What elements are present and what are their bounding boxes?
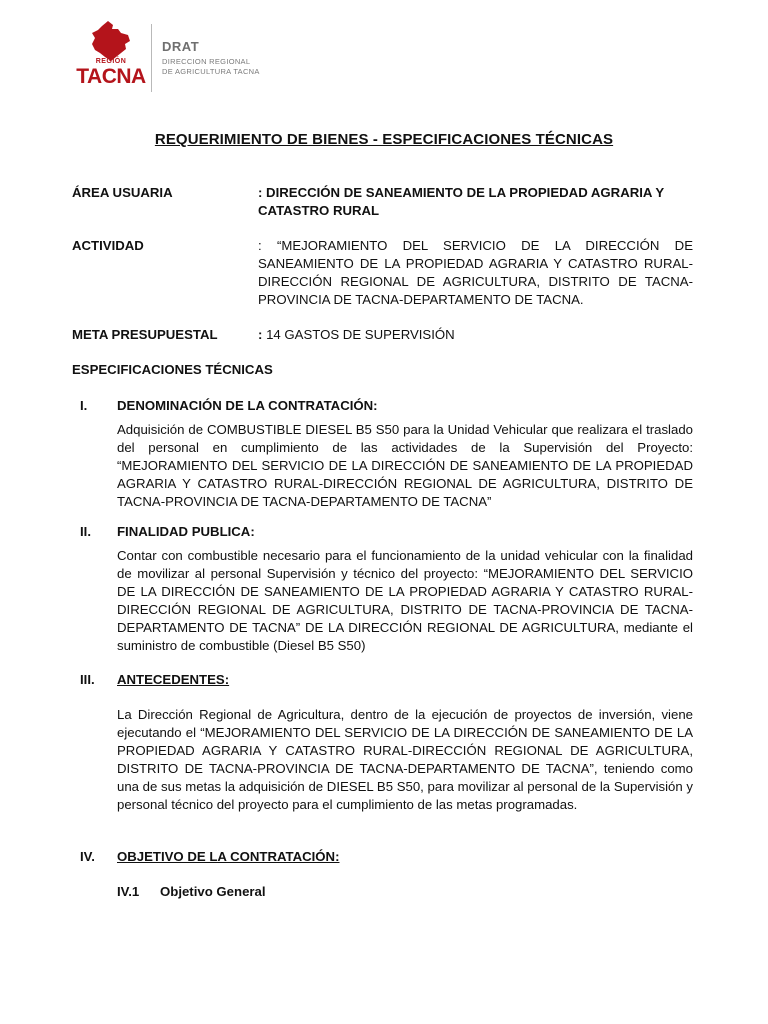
area-usuaria-value: : DIRECCIÓN DE SANEAMIENTO DE LA PROPIEDAD AGRARIA Y CATASTRO RURAL [258,185,664,218]
meta-presupuestal-value [258,326,693,344]
subsection-4-1-number: IV.1 [117,884,140,899]
section-3-number: III. [80,672,95,687]
org-name-line1: DIRECCION REGIONAL [162,57,251,66]
org-acronym: DRAT [162,39,200,54]
header-logo [74,20,274,96]
section-2-text: Contar con combustible necesario para el funcionamiento de la unidad vehicular con la finalidad de movilizar al personal Supervisión y técnico del proyecto: “MEJORAMIENTO DEL SERVICIO DE LA DIRECCIÓN DE SANEAMIENTO DE LA PROPIEDAD AGRARIA Y CATASTRO RURAL-DIRECCIÓN REGIONAL DE AGRICULTURA, DISTRITO DE TACNA-PROVINCIA DE TACNA-DEPARTAMENTO DE TACNA” DE LA DIRECCIÓN REGIONAL DE AGRICULTURA, mediante el suministro de combustible (Diesel B5 S50) [117,548,693,653]
specs-heading: ESPECIFICACIONES TÉCNICAS [72,362,273,377]
logo-divider [151,24,152,92]
actividad-label: ACTIVIDAD [72,238,144,253]
section-2-number: II. [80,524,91,539]
section-1-text: Adquisición de COMBUSTIBLE DIESEL B5 S50 para la Unidad Vehicular que realizara el traslado del personal en cumplimiento de las actividades de la Supervisión del Proyecto: “MEJORAMIENTO DEL SERVICIO DE LA DIRECCIÓN DE SANEAMIENTO DE LA PROPIEDAD AGRARIA Y CATASTRO RURAL-DIRECCIÓN REGIONAL DE AGRICULTURA, DISTRITO DE TACNA-PROVINCIA DE TACNA-DEPARTAMENTO DE TACNA” [117,422,693,509]
section-3-text: La Dirección Regional de Agricultura, dentro de la ejecución de proyectos de inversión, viene ejecutando el “MEJORAMIENTO DEL SERVICIO DE LA DIRECCIÓN DE SANEAMIENTO DE LA PROPIEDAD AGRARIA Y CATASTRO RURAL-DIRECCIÓN REGIONAL DE AGRICULTURA, DISTRITO DE TACNA-PROVINCIA DE TACNA-DEPARTAMENTO DE TACNA”, teniendo como una de sus metas la adquisición de DIESEL B5 S50, para movilizar al personal de la Supervisión y personal técnico del proyecto para el cumplimiento de las metas programadas. [117,707,693,812]
section-4-number: IV. [80,849,95,864]
section-1-heading: DENOMINACIÓN DE LA CONTRATACIÓN: [117,398,378,413]
meta-presupuestal-label: META PRESUPUESTAL [72,327,218,342]
area-usuaria-label: ÁREA USUARIA [72,185,173,200]
logo-region-text: REGIÓN [95,58,127,65]
org-name-line2: DE AGRICULTURA TACNA [162,67,260,76]
actividad-value: : “MEJORAMIENTO DEL SERVICIO DE LA DIRECCIÓN DE SANEAMIENTO DE LA PROPIEDAD AGRARIA Y CATASTRO RURAL-DIRECCIÓN REGIONAL DE AGRICULTURA, DISTRITO DE TACNA-PROVINCIA DE TACNA-DEPARTAMENTO DE TACNA. [258,238,693,307]
meta-text: 14 GASTOS DE SUPERVISIÓN [266,327,455,342]
section-4-heading: OBJETIVO DE LA CONTRATACIÓN: [117,849,340,864]
section-1-number: I. [80,398,88,413]
logo-tacna-text: TACNA [76,65,146,88]
subsection-4-1-heading: Objetivo General [160,884,266,899]
section-3-heading: ANTECEDENTES: [117,672,230,687]
document-title: REQUERIMIENTO DE BIENES - ESPECIFICACIONES TÉCNICAS [154,131,614,148]
meta-colon: : [258,327,263,342]
section-2-heading: FINALIDAD PUBLICA: [117,524,255,539]
